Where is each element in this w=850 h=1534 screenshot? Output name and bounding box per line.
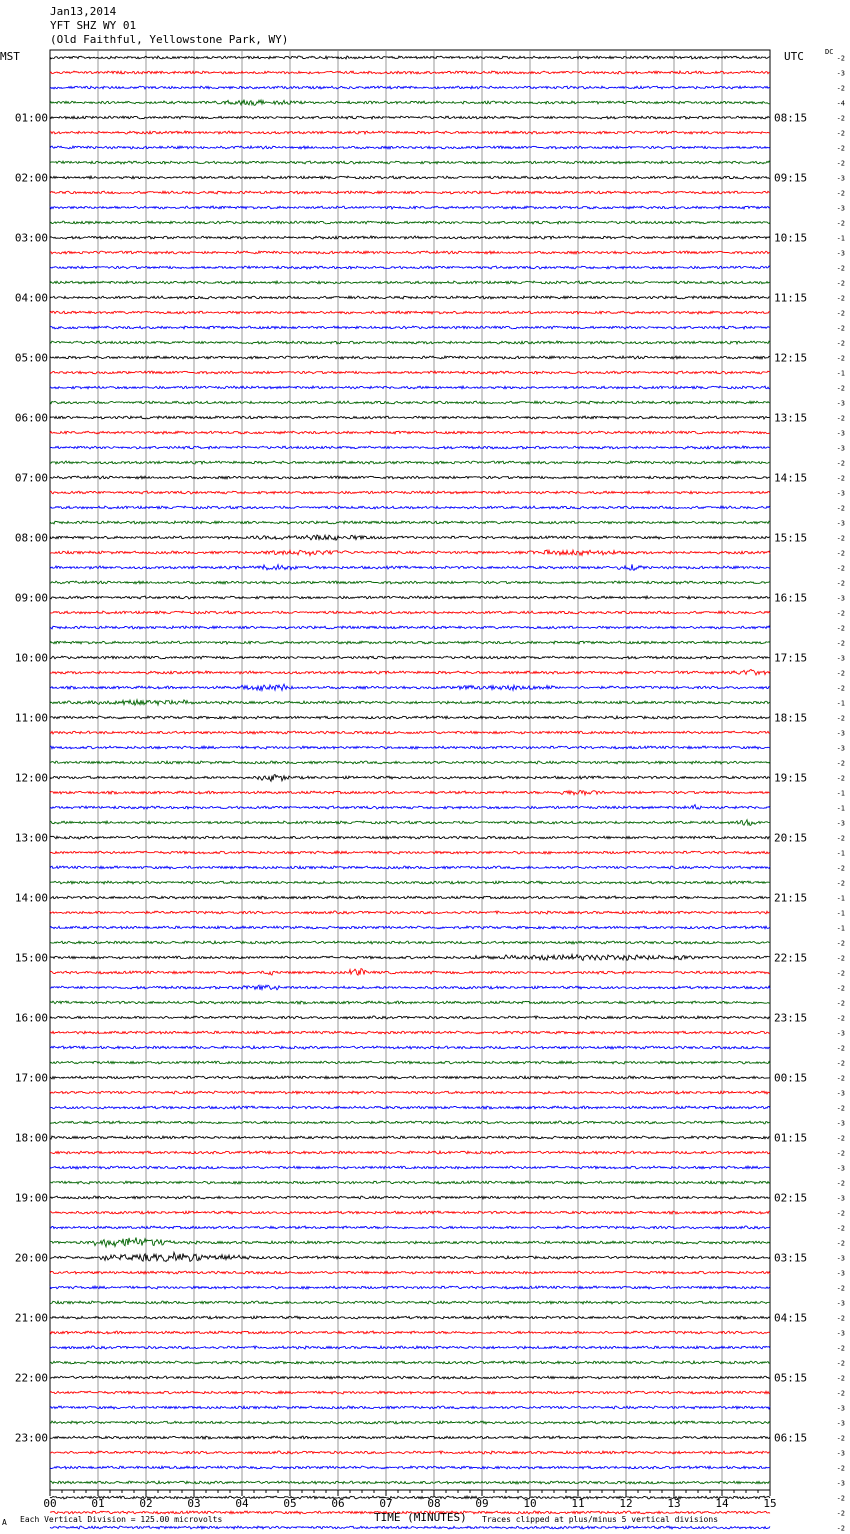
dc-offset-label: -3 bbox=[836, 744, 845, 753]
dc-offset-label: -2 bbox=[836, 504, 845, 513]
trace-row bbox=[50, 1252, 770, 1261]
trace-row bbox=[50, 1046, 770, 1049]
dc-offset-label: -3 bbox=[836, 429, 845, 438]
dc-offset-label: -1 bbox=[836, 699, 845, 708]
dc-offset-label: -2 bbox=[836, 1284, 845, 1293]
trace-row bbox=[50, 656, 770, 659]
trace-row bbox=[50, 1496, 770, 1499]
trace-row bbox=[50, 1136, 770, 1139]
trace-row bbox=[50, 731, 770, 734]
trace-row bbox=[50, 296, 770, 299]
right-timezone-label: UTC bbox=[784, 50, 804, 63]
dc-offset-label: -2 bbox=[836, 1389, 845, 1398]
dc-offset-label: -2 bbox=[836, 1524, 845, 1533]
right-hour-label: 22:15 bbox=[774, 951, 808, 965]
right-hour-label: 03:15 bbox=[774, 1251, 808, 1265]
left-hour-label: 09:00 bbox=[14, 591, 48, 605]
trace-row bbox=[50, 1361, 770, 1364]
x-tick-label: 06 bbox=[331, 1497, 345, 1510]
x-axis-title: TIME (MINUTES) bbox=[374, 1511, 467, 1524]
dc-offset-label: -2 bbox=[836, 1044, 845, 1053]
dc-offset-label: -3 bbox=[836, 1194, 845, 1203]
dc-offset-label: -2 bbox=[836, 1509, 845, 1518]
x-tick-label: 08 bbox=[427, 1497, 441, 1510]
dc-offset-label: -2 bbox=[836, 144, 845, 153]
trace-row bbox=[50, 881, 770, 884]
dc-offset-label: -2 bbox=[836, 1344, 845, 1353]
trace-row bbox=[50, 535, 770, 540]
x-tick-label: 15 bbox=[763, 1497, 777, 1510]
trace-row bbox=[50, 1421, 770, 1424]
dc-offset-label: -3 bbox=[836, 444, 845, 453]
dc-offset-label: -2 bbox=[836, 354, 845, 363]
x-tick-label: 05 bbox=[283, 1497, 297, 1510]
right-hour-label: 05:15 bbox=[774, 1371, 808, 1385]
dc-offset-label: -2 bbox=[836, 624, 845, 633]
trace-row bbox=[50, 926, 770, 929]
trace-row bbox=[50, 941, 770, 944]
dc-offset-label: -1 bbox=[836, 789, 845, 798]
trace-row bbox=[50, 1286, 770, 1289]
date-label: Jan13,2014 bbox=[50, 5, 117, 18]
dc-offset-label: -2 bbox=[836, 309, 845, 318]
clip-note: Traces clipped at plus/minus 5 vertical divisions bbox=[482, 1515, 719, 1524]
dc-offset-label: -3 bbox=[836, 399, 845, 408]
right-hour-label: 10:15 bbox=[774, 231, 808, 245]
dc-offset-label: -2 bbox=[836, 459, 845, 468]
trace-row bbox=[50, 461, 770, 464]
trace-row bbox=[50, 611, 770, 614]
trace-row bbox=[50, 761, 770, 764]
x-tick-label: 01 bbox=[91, 1497, 105, 1510]
dc-offset-label: -1 bbox=[836, 369, 845, 378]
left-hour-label: 07:00 bbox=[14, 471, 48, 485]
right-hour-label: 08:15 bbox=[774, 111, 808, 125]
trace-row bbox=[50, 851, 770, 854]
right-hour-label: 20:15 bbox=[774, 831, 808, 845]
location-label: (Old Faithful, Yellowstone Park, WY) bbox=[50, 33, 289, 46]
dc-offset-label: -2 bbox=[836, 669, 845, 678]
dc-offset-label: -2 bbox=[836, 534, 845, 543]
dc-offset-label: -2 bbox=[836, 834, 845, 843]
dc-offset-label: -2 bbox=[836, 1224, 845, 1233]
trace-row bbox=[50, 356, 770, 359]
dc-offset-label: -2 bbox=[836, 264, 845, 273]
left-hour-label: 06:00 bbox=[14, 411, 48, 425]
dc-offset-label: -2 bbox=[836, 579, 845, 588]
dc-offset-label: -1 bbox=[836, 234, 845, 243]
dc-offset-label: -4 bbox=[836, 99, 845, 108]
x-tick-label: 14 bbox=[715, 1497, 729, 1510]
dc-offset-label: -2 bbox=[836, 474, 845, 483]
trace-row bbox=[50, 1406, 770, 1409]
left-hour-label: 22:00 bbox=[14, 1371, 48, 1385]
dc-offset-label: -3 bbox=[836, 1329, 845, 1338]
left-timezone-label: MST bbox=[0, 50, 20, 63]
dc-offset-label: -2 bbox=[836, 114, 845, 123]
left-hour-label: 14:00 bbox=[14, 891, 48, 905]
plot-frame bbox=[50, 50, 770, 1490]
trace-row bbox=[50, 521, 770, 524]
trace-row bbox=[50, 251, 770, 254]
dc-offset-label: -2 bbox=[836, 1179, 845, 1188]
left-hour-label: 08:00 bbox=[14, 531, 48, 545]
trace-row bbox=[50, 641, 770, 644]
trace-row bbox=[50, 206, 770, 209]
trace-row bbox=[50, 790, 770, 795]
right-hour-label: 13:15 bbox=[774, 411, 808, 425]
dc-offset-label: -2 bbox=[836, 1239, 845, 1248]
left-hour-label: 17:00 bbox=[14, 1071, 48, 1085]
station-label: YFT SHZ WY 01 bbox=[50, 19, 137, 32]
right-hour-label: 02:15 bbox=[774, 1191, 808, 1205]
trace-row bbox=[50, 86, 770, 89]
dc-offset-label: -2 bbox=[836, 1434, 845, 1443]
trace-row bbox=[50, 1331, 770, 1334]
scale-note: Each Vertical Division = 125.00 microvolts bbox=[20, 1515, 223, 1524]
dc-offset-label: -2 bbox=[836, 879, 845, 888]
left-hour-label: 03:00 bbox=[14, 231, 48, 245]
trace-row bbox=[50, 866, 770, 869]
trace-row bbox=[50, 401, 770, 404]
x-tick-label: 09 bbox=[475, 1497, 489, 1510]
trace-row bbox=[50, 1061, 770, 1064]
dc-offset-label: -2 bbox=[836, 999, 845, 1008]
dc-offset-label: -3 bbox=[836, 1404, 845, 1413]
trace-row bbox=[50, 341, 770, 344]
x-tick-label: 10 bbox=[523, 1497, 537, 1510]
dc-offset-label: -2 bbox=[836, 159, 845, 168]
dc-offset-label: -3 bbox=[836, 1119, 845, 1128]
x-tick-label: 12 bbox=[619, 1497, 633, 1510]
dc-offset-label: -2 bbox=[836, 564, 845, 573]
trace-row bbox=[50, 596, 770, 599]
trace-row bbox=[50, 1151, 770, 1154]
right-hour-label: 19:15 bbox=[774, 771, 808, 785]
dc-offset-label: -3 bbox=[836, 1269, 845, 1278]
left-hour-label: 04:00 bbox=[14, 291, 48, 305]
x-tick-label: 11 bbox=[571, 1497, 585, 1510]
dc-offset-label: -1 bbox=[836, 894, 845, 903]
dc-offset-label: -2 bbox=[836, 339, 845, 348]
dc-offset-label: -2 bbox=[836, 1464, 845, 1473]
trace-row bbox=[50, 896, 770, 899]
dc-offset-label: -2 bbox=[836, 549, 845, 558]
right-hour-label: 21:15 bbox=[774, 891, 808, 905]
trace-row bbox=[50, 1271, 770, 1274]
trace-row bbox=[50, 1481, 770, 1484]
dc-label: DC bbox=[825, 48, 834, 56]
dc-offset-label: -2 bbox=[836, 294, 845, 303]
trace-row bbox=[50, 746, 770, 749]
dc-offset-label: -2 bbox=[836, 1494, 845, 1503]
right-hour-label: 00:15 bbox=[774, 1071, 808, 1085]
right-hour-label: 23:15 bbox=[774, 1011, 808, 1025]
dc-offset-label: -2 bbox=[836, 1059, 845, 1068]
trace-row bbox=[50, 1196, 770, 1199]
dc-offset-label: -2 bbox=[836, 129, 845, 138]
trace-row bbox=[50, 311, 770, 314]
right-hour-label: 04:15 bbox=[774, 1311, 808, 1325]
x-tick-label: 13 bbox=[667, 1497, 681, 1510]
dc-offset-label: -2 bbox=[836, 714, 845, 723]
dc-offset-label: -2 bbox=[836, 684, 845, 693]
dc-offset-label: -3 bbox=[836, 819, 845, 828]
trace-row bbox=[50, 191, 770, 194]
dc-offset-label: -2 bbox=[836, 1104, 845, 1113]
trace-row bbox=[50, 386, 770, 389]
trace-row bbox=[50, 266, 770, 269]
right-hour-label: 06:15 bbox=[774, 1431, 808, 1445]
dc-offset-label: -1 bbox=[836, 804, 845, 813]
trace-row bbox=[50, 1016, 770, 1019]
trace-row bbox=[50, 161, 770, 164]
x-tick-label: 02 bbox=[139, 1497, 153, 1510]
left-hour-label: 12:00 bbox=[14, 771, 48, 785]
trace-row bbox=[50, 431, 770, 434]
trace-row bbox=[50, 581, 770, 584]
dc-offset-label: -3 bbox=[836, 174, 845, 183]
dc-offset-label: -2 bbox=[836, 774, 845, 783]
left-hour-label: 15:00 bbox=[14, 951, 48, 965]
x-tick-label: 07 bbox=[379, 1497, 393, 1510]
trace-row bbox=[50, 281, 770, 284]
trace-row bbox=[50, 1226, 770, 1229]
trace-row bbox=[50, 1181, 770, 1184]
dc-offset-label: -2 bbox=[836, 954, 845, 963]
trace-row bbox=[50, 1121, 770, 1124]
right-hour-label: 15:15 bbox=[774, 531, 808, 545]
trace-row bbox=[50, 416, 770, 419]
trace-row bbox=[50, 476, 770, 479]
trace-row bbox=[50, 716, 770, 719]
trace-row bbox=[50, 326, 770, 329]
right-hour-label: 12:15 bbox=[774, 351, 808, 365]
trace-row bbox=[50, 1238, 770, 1247]
trace-row bbox=[50, 1466, 770, 1469]
left-hour-label: 23:00 bbox=[14, 1431, 48, 1445]
trace-row bbox=[50, 1211, 770, 1214]
dc-offset-label: -2 bbox=[836, 609, 845, 618]
dc-offset-label: -3 bbox=[836, 1479, 845, 1488]
dc-offset-label: -2 bbox=[836, 864, 845, 873]
trace-row bbox=[50, 71, 770, 74]
dc-offset-label: -3 bbox=[836, 1029, 845, 1038]
trace-row bbox=[50, 131, 770, 134]
trace-row bbox=[50, 176, 770, 179]
trace-row bbox=[50, 1376, 770, 1379]
dc-offset-label: -2 bbox=[836, 84, 845, 93]
dc-offset-label: -2 bbox=[836, 54, 845, 63]
trace-row bbox=[50, 969, 770, 976]
trace-row bbox=[50, 775, 770, 782]
trace-row bbox=[50, 236, 770, 239]
trace-row bbox=[50, 985, 770, 990]
trace-row bbox=[50, 1301, 770, 1304]
trace-row bbox=[50, 684, 770, 690]
trace-row bbox=[50, 1526, 770, 1529]
trace-row bbox=[50, 491, 770, 494]
dc-offset-label: -3 bbox=[836, 594, 845, 603]
dc-offset-label: -2 bbox=[836, 219, 845, 228]
left-hour-label: 01:00 bbox=[14, 111, 48, 125]
trace-row bbox=[50, 1436, 770, 1439]
dc-offset-label: -1 bbox=[836, 924, 845, 933]
dc-offset-label: -2 bbox=[836, 759, 845, 768]
trace-row bbox=[50, 116, 770, 119]
dc-offset-label: -2 bbox=[836, 969, 845, 978]
dc-offset-label: -2 bbox=[836, 639, 845, 648]
trace-row bbox=[50, 911, 770, 914]
trace-row bbox=[50, 506, 770, 509]
left-hour-label: 02:00 bbox=[14, 171, 48, 185]
left-hour-label: 19:00 bbox=[14, 1191, 48, 1205]
corner-mark: A bbox=[2, 1518, 7, 1527]
trace-row bbox=[50, 1106, 770, 1109]
dc-offset-label: -2 bbox=[836, 279, 845, 288]
trace-row bbox=[50, 221, 770, 224]
trace-row bbox=[50, 1091, 770, 1094]
x-tick-label: 03 bbox=[187, 1497, 201, 1510]
trace-row bbox=[50, 100, 770, 106]
dc-offset-label: -2 bbox=[836, 984, 845, 993]
trace-row bbox=[50, 371, 770, 374]
trace-row bbox=[50, 1316, 770, 1319]
trace-row bbox=[50, 955, 770, 961]
left-hour-label: 11:00 bbox=[14, 711, 48, 725]
dc-offset-label: -3 bbox=[836, 1254, 845, 1263]
trace-row bbox=[50, 1346, 770, 1349]
left-hour-label: 16:00 bbox=[14, 1011, 48, 1025]
x-tick-label: 00 bbox=[43, 1497, 57, 1510]
trace-row bbox=[50, 564, 770, 570]
dc-offset-label: -2 bbox=[836, 1134, 845, 1143]
trace-row bbox=[50, 146, 770, 149]
dc-offset-label: -2 bbox=[836, 939, 845, 948]
dc-offset-label: -3 bbox=[836, 1419, 845, 1428]
right-hour-label: 17:15 bbox=[774, 651, 808, 665]
dc-offset-label: -2 bbox=[836, 1149, 845, 1158]
dc-offset-label: -3 bbox=[836, 1164, 845, 1173]
dc-offset-label: -3 bbox=[836, 1299, 845, 1308]
trace-row bbox=[50, 805, 770, 809]
left-hour-label: 20:00 bbox=[14, 1251, 48, 1265]
dc-offset-label: -1 bbox=[836, 849, 845, 858]
dc-offset-label: -2 bbox=[836, 1359, 845, 1368]
dc-offset-label: -3 bbox=[836, 249, 845, 258]
right-hour-label: 16:15 bbox=[774, 591, 808, 605]
dc-offset-label: -2 bbox=[836, 324, 845, 333]
x-tick-label: 04 bbox=[235, 1497, 249, 1510]
trace-row bbox=[50, 56, 770, 59]
trace-row bbox=[50, 670, 770, 676]
left-hour-label: 18:00 bbox=[14, 1131, 48, 1145]
trace-row bbox=[50, 446, 770, 449]
trace-row bbox=[50, 1001, 770, 1004]
dc-offset-label: -2 bbox=[836, 1209, 845, 1218]
right-hour-label: 18:15 bbox=[774, 711, 808, 725]
dc-offset-label: -2 bbox=[836, 414, 845, 423]
dc-offset-label: -3 bbox=[836, 729, 845, 738]
left-hour-label: 13:00 bbox=[14, 831, 48, 845]
dc-offset-label: -2 bbox=[836, 189, 845, 198]
right-hour-label: 11:15 bbox=[774, 291, 808, 305]
dc-offset-label: -3 bbox=[836, 204, 845, 213]
dc-offset-label: -2 bbox=[836, 1314, 845, 1323]
trace-row bbox=[50, 626, 770, 629]
right-hour-label: 14:15 bbox=[774, 471, 808, 485]
dc-offset-label: -2 bbox=[836, 1374, 845, 1383]
left-hour-label: 10:00 bbox=[14, 651, 48, 665]
dc-offset-label: -1 bbox=[836, 909, 845, 918]
right-hour-label: 01:15 bbox=[774, 1131, 808, 1145]
dc-offset-label: -3 bbox=[836, 1089, 845, 1098]
dc-offset-label: -2 bbox=[836, 1074, 845, 1083]
trace-row bbox=[50, 1076, 770, 1079]
dc-offset-label: -2 bbox=[836, 1014, 845, 1023]
trace-row bbox=[50, 1451, 770, 1454]
dc-offset-label: -3 bbox=[836, 654, 845, 663]
dc-offset-label: -2 bbox=[836, 384, 845, 393]
dc-offset-label: -3 bbox=[836, 519, 845, 528]
trace-row bbox=[50, 820, 770, 826]
trace-row bbox=[50, 836, 770, 839]
right-hour-label: 09:15 bbox=[774, 171, 808, 185]
trace-row bbox=[50, 700, 770, 705]
left-hour-label: 21:00 bbox=[14, 1311, 48, 1325]
trace-row bbox=[50, 550, 770, 556]
dc-offset-label: -3 bbox=[836, 489, 845, 498]
trace-row bbox=[50, 1391, 770, 1394]
left-hour-label: 05:00 bbox=[14, 351, 48, 365]
dc-offset-label: -3 bbox=[836, 1449, 845, 1458]
dc-offset-label: -3 bbox=[836, 69, 845, 78]
trace-row bbox=[50, 1031, 770, 1034]
trace-row bbox=[50, 1166, 770, 1169]
